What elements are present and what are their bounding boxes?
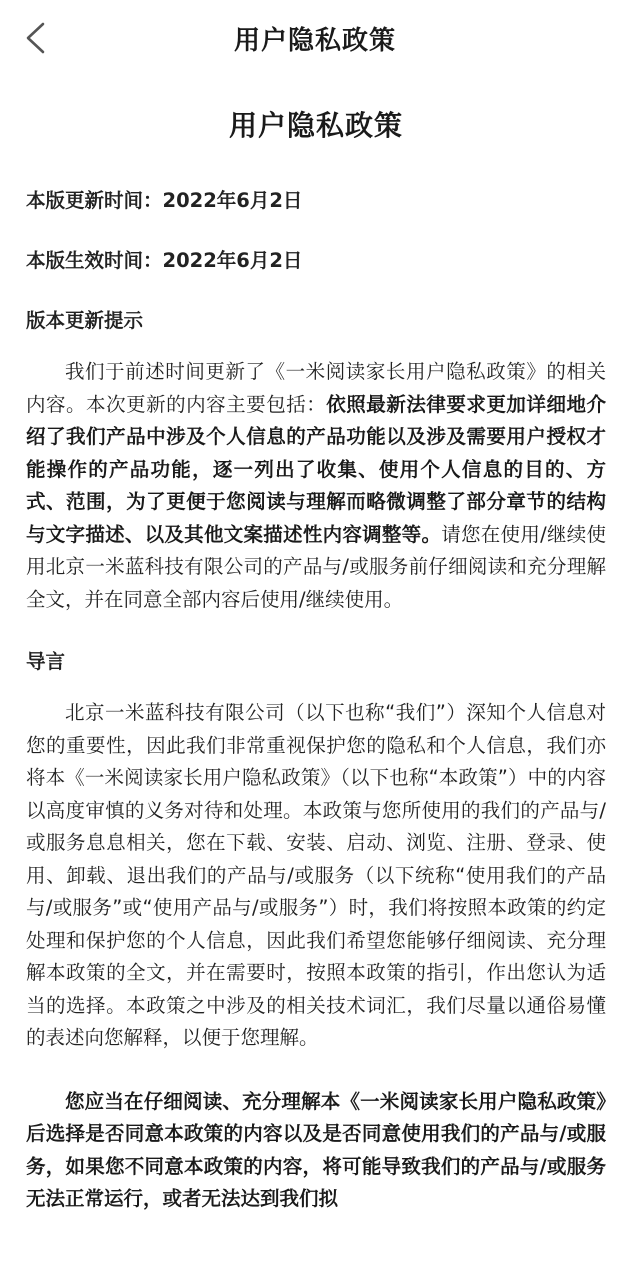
top-navigation-bar: [0, 0, 630, 78]
update-notice-text: 我们于前述时间更新了《一米阅读家长用户隐私政策》的相关内容。本次更新的内容主要包括：: [26, 360, 606, 416]
consent-paragraph: 您应当在仔细阅读、充分理解本《一米阅读家长用户隐私政策》后选择是否同意本政策的内容以及是否同意使用我们的产品与/或服务，如果您不同意本政策的内容，将可能导致我们的产品与/或服务无法正常运行，或者无法达到我们拟: [26, 1089, 606, 1210]
update-notice-text-end: 请您在使用/继续使用北京一米蓝科技有限公司的产品与/或服务前仔细阅读和充分理解全文，并在同意全部内容后使用/继续使用。: [26, 522, 606, 611]
intro-paragraph: 北京一米蓝科技有限公司（以下也称“我们”）深知个人信息对您的重要性，因此我们非常重视保护您的隐私和个人信息，我们亦将本《一米阅读家长用户隐私政策》（以下也称“本政策”）中的内容以高度审慎的义务对待和处理。本政策与您所使用的我们的产品与/或服务息息相关，您在下载、安装、启动、浏览、注册、登录、使用、卸载、退出我们的产品与/或服务（以下统称“使用我们的产品与/或服务”或“使用产品与/或服务”）时，我们将按照本政策的约定处理和保护您的个人信息，因此我们希望您能够仔细阅读、充分理解本政策的全文，并在需要时，按照本政策的指引，作出您认为适当的选择。本政策之中涉及的相关技术词汇，我们尽量以通俗易懂的表述向您解释，以便于您理解。: [26, 701, 606, 1049]
policy-content: [26, 96, 606, 1247]
page-title: 用户隐私政策: [233, 26, 396, 56]
effective-time: 本版生效时间：2022年6月2日: [26, 249, 303, 272]
intro-heading: 导言: [26, 650, 66, 673]
update-notice-paragraph: [26, 356, 606, 616]
update-time: 本版更新时间：2022年6月2日: [26, 189, 303, 212]
update-notice-highlight: 依照最新法律要求更加详细地介绍了我们产品中涉及个人信息的产品功能以及涉及需要用户授权才能操作的产品功能，逐一列出了收集、使用个人信息的目的、方式、范围，为了更便于您阅读与理解而略微调整了部分章节的结构与文字描述、以及其他文案描述性内容调整等。: [26, 392, 606, 546]
document-title: 用户隐私政策: [228, 109, 403, 142]
update-notice-heading: 版本更新提示: [26, 309, 144, 332]
